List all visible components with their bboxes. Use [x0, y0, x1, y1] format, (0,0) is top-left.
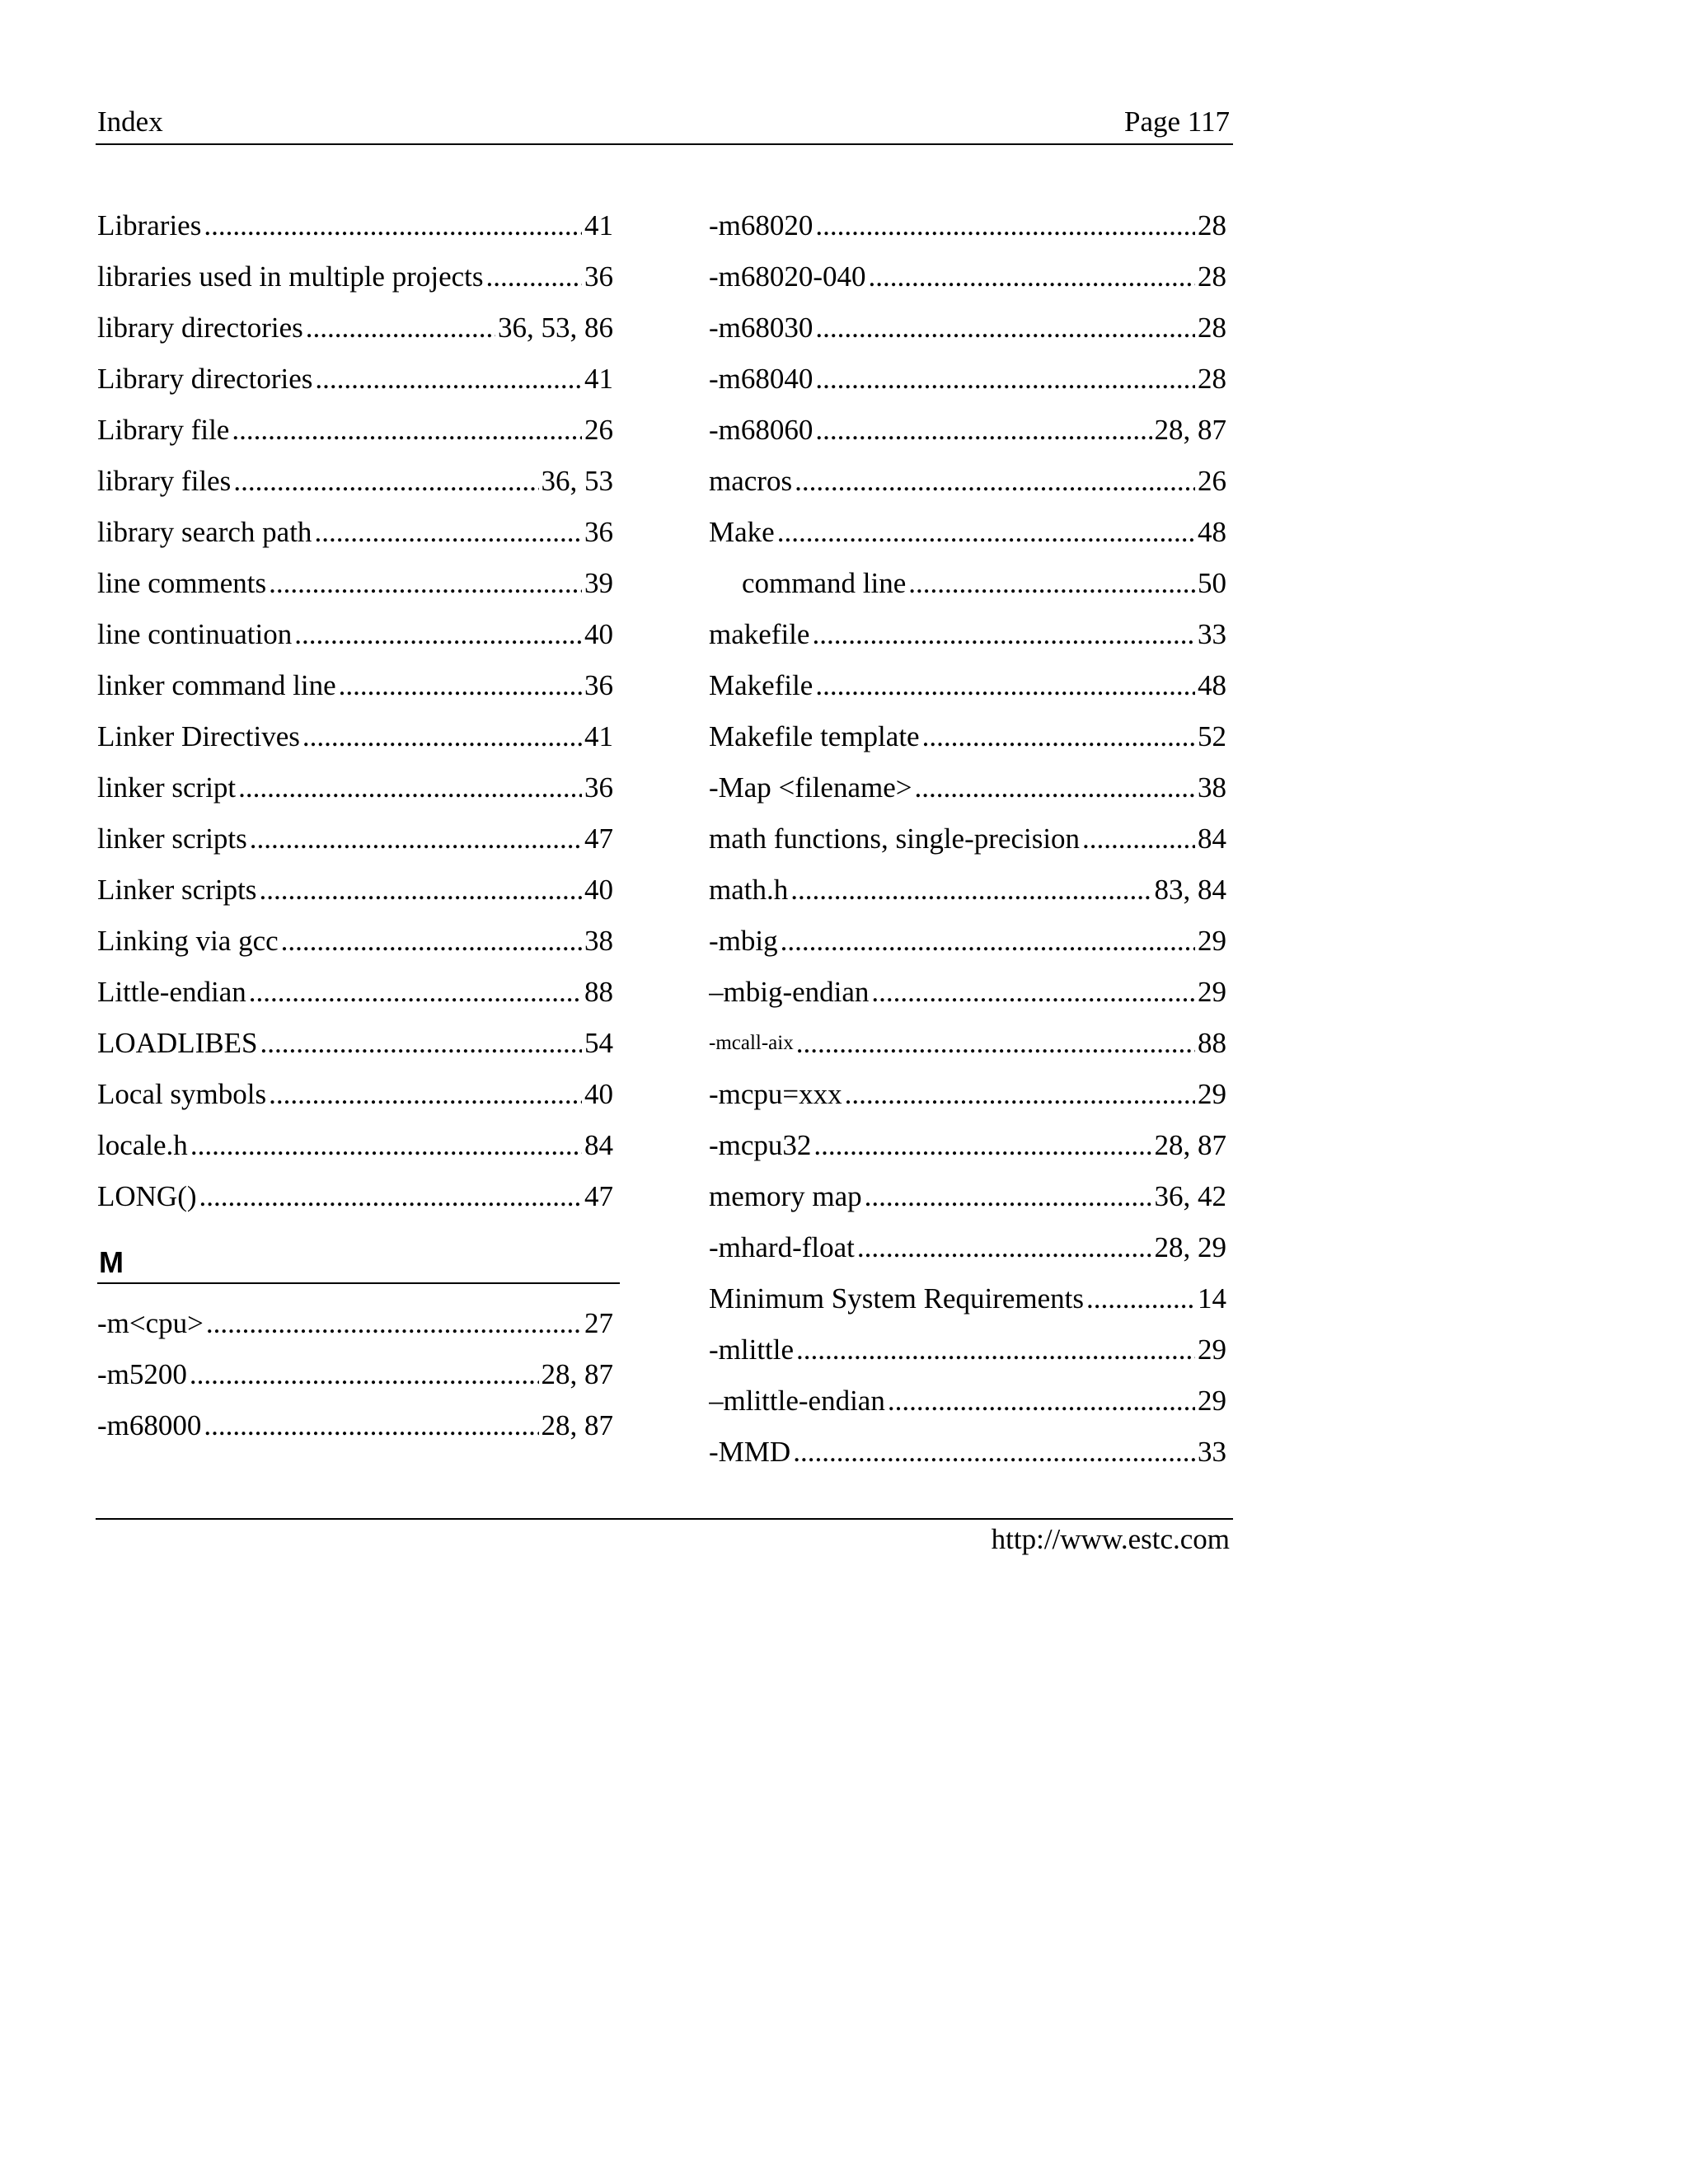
dot-leader [1086, 1281, 1195, 1317]
index-subentry [709, 551, 1226, 602]
dot-leader [914, 770, 1195, 806]
page-refs: 36 [584, 669, 613, 701]
dot-leader [815, 361, 1195, 397]
dot-leader [908, 565, 1195, 602]
index-entry [709, 1164, 1226, 1215]
dot-leader [269, 1076, 582, 1113]
index-entry [709, 346, 1226, 397]
page-refs: 36, 42 [1154, 1180, 1226, 1212]
index-entry [709, 602, 1226, 653]
page-refs: 88 [584, 976, 613, 1008]
index-term: Linker scripts [97, 874, 257, 906]
page-refs: 33 [1198, 618, 1226, 650]
index-term: command line [742, 567, 907, 599]
index-term: -m68000 [97, 1409, 202, 1441]
page-refs: 40 [584, 618, 613, 650]
page-refs: 28, 87 [1154, 414, 1226, 446]
index-term: library files [97, 465, 232, 497]
dot-leader [232, 412, 582, 448]
index-term: -m68060 [709, 414, 814, 446]
dot-leader [190, 1127, 582, 1164]
index-term: -mcall-aix [709, 1032, 794, 1054]
page-refs: 28, 29 [1154, 1231, 1226, 1263]
dot-leader [314, 514, 582, 551]
index-entry [709, 959, 1226, 1010]
index-term: Makefile [709, 669, 814, 701]
index-entry [709, 1215, 1226, 1266]
page-refs: 28 [1198, 260, 1226, 293]
index-entry [709, 397, 1226, 448]
page-refs: 28, 87 [1154, 1129, 1226, 1161]
index-term: -MMD [709, 1436, 791, 1468]
dot-leader [339, 668, 582, 704]
index-term: -mhard-float [709, 1231, 855, 1263]
page-refs: 33 [1198, 1436, 1226, 1468]
page-refs: 28, 87 [541, 1358, 613, 1390]
dot-leader [814, 1127, 1151, 1164]
index-term: –mlittle-endian [709, 1385, 885, 1417]
index-term: Make [709, 516, 775, 548]
dot-leader [204, 208, 582, 244]
index-entry [709, 806, 1226, 857]
page-refs: 47 [584, 1180, 613, 1212]
page-refs: 36 [584, 771, 613, 804]
index-entry [709, 1266, 1226, 1317]
index-term: -m68030 [709, 312, 814, 344]
index-entry [97, 704, 613, 755]
index-term: Linker Directives [97, 720, 300, 752]
page-header [96, 101, 1233, 145]
page-refs: 88 [1198, 1027, 1226, 1059]
index-term: Library file [97, 414, 230, 446]
dot-leader [306, 310, 495, 346]
index-entry [709, 193, 1226, 244]
index-entry [97, 1393, 613, 1444]
section-gap [97, 1284, 613, 1291]
index-entry [709, 857, 1226, 908]
dot-leader [281, 923, 582, 959]
page-refs: 41 [584, 363, 613, 395]
dot-leader [815, 208, 1195, 244]
section-heading [97, 1215, 613, 1284]
page-refs: 28 [1198, 363, 1226, 395]
dot-leader [486, 259, 582, 295]
index-term: -mlittle [709, 1333, 795, 1366]
index-entry [97, 1062, 613, 1113]
index-entry [709, 448, 1226, 499]
index-column-left [97, 193, 613, 1444]
page-refs: 29 [1198, 925, 1226, 957]
index-term: -m68040 [709, 363, 814, 395]
dot-leader [865, 1179, 1152, 1215]
index-entry [97, 551, 613, 602]
index-entry [709, 1010, 1226, 1062]
index-term: math functions, single-precision [709, 823, 1081, 855]
page-refs: 52 [1198, 720, 1226, 752]
index-entry [709, 499, 1226, 551]
page-refs: 83, 84 [1154, 874, 1226, 906]
index-term: Little-endian [97, 976, 246, 1008]
page-refs: 40 [584, 874, 613, 906]
index-term: linker command line [97, 669, 336, 701]
footer-url: http://www.estc.com [991, 1523, 1230, 1555]
index-term: -mcpu=xxx [709, 1078, 842, 1110]
index-entry [97, 806, 613, 857]
page-refs: 26 [584, 414, 613, 446]
dot-leader [238, 770, 582, 806]
page-refs: 41 [584, 209, 613, 241]
page-refs: 38 [1198, 771, 1226, 804]
index-term: LOADLIBES [97, 1027, 258, 1059]
page-refs: 39 [584, 567, 613, 599]
dot-leader [888, 1383, 1195, 1419]
dot-leader [871, 974, 1195, 1010]
index-term: Local symbols [97, 1078, 267, 1110]
page-refs: 54 [584, 1027, 613, 1059]
page-refs: 29 [1198, 1078, 1226, 1110]
page-refs: 29 [1198, 1333, 1226, 1366]
dot-leader [204, 1408, 538, 1444]
dot-leader [796, 1025, 1195, 1062]
index-entry [709, 1062, 1226, 1113]
page-footer [96, 1518, 1233, 1555]
dot-leader [795, 463, 1195, 499]
page-refs: 41 [584, 720, 613, 752]
dot-leader [793, 1434, 1195, 1470]
page-refs: 27 [584, 1307, 613, 1339]
page-refs: 47 [584, 823, 613, 855]
index-term: Makefile template [709, 720, 920, 752]
index-entry [97, 1342, 613, 1393]
index-term: libraries used in multiple projects [97, 260, 484, 293]
index-entry [709, 908, 1226, 959]
dot-leader [790, 872, 1151, 908]
index-entry [709, 1317, 1226, 1368]
page-refs: 14 [1198, 1282, 1226, 1315]
dot-leader [249, 974, 582, 1010]
page-refs: 26 [1198, 465, 1226, 497]
index-term: library search path [97, 516, 312, 548]
index-term: linker scripts [97, 823, 247, 855]
page-refs: 28 [1198, 209, 1226, 241]
index-term: -Map <filename> [709, 771, 912, 804]
page-refs: 48 [1198, 669, 1226, 701]
dot-leader [259, 872, 582, 908]
index-term: makefile [709, 618, 810, 650]
dot-leader [190, 1357, 539, 1393]
index-entry [709, 295, 1226, 346]
dot-leader [815, 310, 1195, 346]
page-refs: 48 [1198, 516, 1226, 548]
dot-leader [1082, 821, 1195, 857]
index-entry [97, 244, 613, 295]
index-term: -m5200 [97, 1358, 187, 1390]
index-term: Libraries [97, 209, 202, 241]
section-letter: M [99, 1245, 124, 1279]
dot-leader [812, 616, 1195, 653]
dot-leader [869, 259, 1195, 295]
dot-leader [206, 1305, 582, 1342]
dot-leader [302, 719, 582, 755]
index-term: line continuation [97, 618, 293, 650]
index-entry [97, 602, 613, 653]
index-entry [709, 1113, 1226, 1164]
dot-leader [269, 565, 582, 602]
index-term: macros [709, 465, 793, 497]
index-entry [709, 704, 1226, 755]
dot-leader [777, 514, 1195, 551]
dot-leader [294, 616, 582, 653]
dot-leader [781, 923, 1195, 959]
index-entry [97, 959, 613, 1010]
dot-leader [250, 821, 582, 857]
index-column-right [709, 193, 1226, 1470]
index-term: linker script [97, 771, 237, 804]
page-refs: 36 [584, 516, 613, 548]
index-entry [97, 653, 613, 704]
index-entry [97, 857, 613, 908]
dot-leader [857, 1230, 1152, 1266]
page-refs: 50 [1198, 567, 1226, 599]
page-refs: 29 [1198, 976, 1226, 1008]
index-term: locale.h [97, 1129, 188, 1161]
section-rule [97, 1282, 620, 1284]
page-refs: 28, 87 [541, 1409, 613, 1441]
index-entry [97, 1113, 613, 1164]
index-entry [97, 346, 613, 397]
index-entry [97, 908, 613, 959]
index-term: LONG() [97, 1180, 197, 1212]
index-term: math.h [709, 874, 789, 906]
page-refs: 40 [584, 1078, 613, 1110]
index-entry [97, 1010, 613, 1062]
page-refs: 29 [1198, 1385, 1226, 1417]
index-entry [97, 1164, 613, 1215]
running-title: Index [97, 105, 163, 138]
index-term: Minimum System Requirements [709, 1282, 1084, 1315]
index-entry [709, 755, 1226, 806]
dot-leader [845, 1076, 1195, 1113]
index-entry [709, 653, 1226, 704]
index-entry [97, 295, 613, 346]
index-term: library directories [97, 312, 303, 344]
index-entry [97, 448, 613, 499]
dot-leader [815, 668, 1195, 704]
page-refs: 36, 53, 86 [498, 312, 613, 344]
index-entry [97, 397, 613, 448]
index-entry [97, 193, 613, 244]
dot-leader [233, 463, 538, 499]
page-refs: 84 [584, 1129, 613, 1161]
index-entry [709, 244, 1226, 295]
page-number: Page 117 [1124, 105, 1230, 138]
index-term: -mcpu32 [709, 1129, 812, 1161]
page-refs: 36 [584, 260, 613, 293]
dot-leader [199, 1179, 582, 1215]
page-refs: 38 [584, 925, 613, 957]
page-refs: 28 [1198, 312, 1226, 344]
index-term: memory map [709, 1180, 862, 1212]
index-entry [709, 1368, 1226, 1419]
index-entry [97, 499, 613, 551]
index-term: -mbig [709, 925, 778, 957]
index-term: -m68020 [709, 209, 814, 241]
index-term: Library directories [97, 363, 313, 395]
index-entry [709, 1419, 1226, 1470]
index-term: -m68020-040 [709, 260, 866, 293]
dot-leader [260, 1025, 582, 1062]
dot-leader [315, 361, 582, 397]
page-refs: 84 [1198, 823, 1226, 855]
dot-leader [815, 412, 1151, 448]
index-term: line comments [97, 567, 267, 599]
index-term: -m<cpu> [97, 1307, 204, 1339]
index-term: –mbig-endian [709, 976, 870, 1008]
index-entry [97, 755, 613, 806]
dot-leader [922, 719, 1195, 755]
index-term: Linking via gcc [97, 925, 279, 957]
dot-leader [796, 1332, 1195, 1368]
index-entry [97, 1291, 613, 1342]
page-refs: 36, 53 [541, 465, 613, 497]
